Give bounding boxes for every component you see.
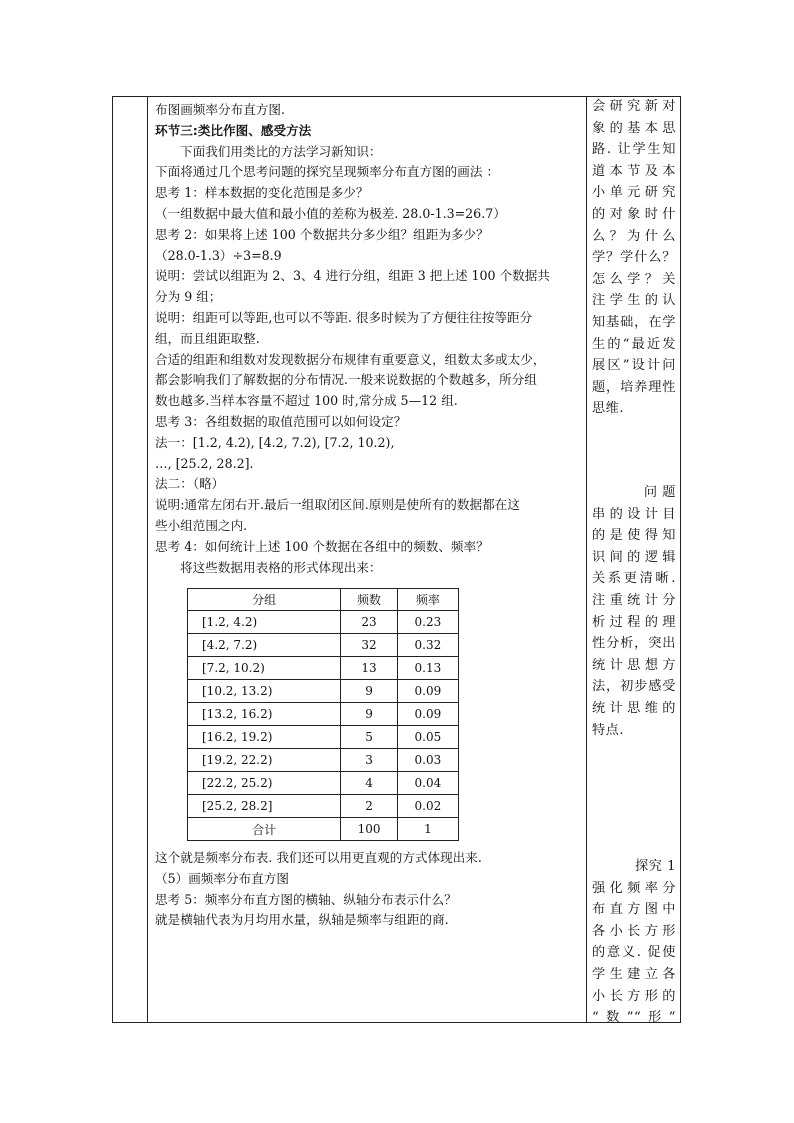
question-3: 思考 3：各组数据的取值范围可以如何设定？ <box>155 413 407 429</box>
table-total-row <box>188 818 459 841</box>
table-cell: 0.03 <box>397 749 458 772</box>
text-line: 将这些数据用表格的形式体现出来： <box>180 559 382 575</box>
table-cell: [1.2, 4.2) <box>188 611 341 634</box>
table-cell: [4.2, 7.2) <box>188 634 341 657</box>
table-cell: 5 <box>341 726 398 749</box>
note-line: 统计思想方 <box>592 657 676 673</box>
table-cell: 9 <box>341 703 398 726</box>
table-cell: 0.09 <box>397 703 458 726</box>
column-divider-right <box>586 97 587 1022</box>
table-row <box>188 611 459 634</box>
table-cell: 3 <box>341 749 398 772</box>
note-line: 生的“最近发 <box>592 336 676 352</box>
design-note-2 <box>592 482 676 741</box>
table-row <box>188 795 459 818</box>
text-line: （一组数据中最大值和最小值的差称为极差. 28.0-1.3=26.7） <box>155 205 506 221</box>
text-line: 下面将通过几个思考问题的探究呈现频率分布直方图的画法 ： <box>155 164 500 180</box>
question-4: 思考 4：如何统计上述 100 个数据在各组中的频数、频率？ <box>155 538 489 554</box>
text-line: 说明:通常左闭右开.最后一组取闭区间.原则是使所有的数据都在这 <box>155 497 520 513</box>
subsection-heading: （5）画频率分布直方图 <box>155 870 289 886</box>
text-line: 分为 9 组； <box>155 289 222 305</box>
note-line: 么？为什么 <box>592 228 676 244</box>
frequency-table <box>187 588 459 841</box>
note-line: 的意义. 促使 <box>592 945 676 961</box>
note-line: 探究 1 <box>635 859 676 874</box>
column-divider-left <box>147 97 148 1022</box>
table-cell: [13.2, 16.2) <box>188 703 341 726</box>
note-line: 注重统计分 <box>592 592 676 608</box>
design-note-1 <box>592 96 676 420</box>
note-line: “数”“形” <box>592 1010 676 1026</box>
table-cell: 9 <box>341 680 398 703</box>
text-line: 都会影响我们了解数据的分布情况.一般来说数据的个数越多，所分组 <box>155 372 537 388</box>
text-line: 布图画频率分布直方图. <box>155 102 285 117</box>
table-cell: [19.2, 22.2) <box>188 749 341 772</box>
design-note-3 <box>592 856 676 1029</box>
table-row <box>188 657 459 680</box>
note-line: 关系更清晰. <box>592 571 676 587</box>
table-cell: [10.2, 13.2) <box>188 680 341 703</box>
table-row <box>188 749 459 772</box>
note-line: 知基础，在学 <box>592 314 676 330</box>
question-1: 思考 1：样本数据的变化范围是多少？ <box>155 185 369 201</box>
question-2: 思考 2：如果将上述 100 个数据共分多少组？组距为多少？ <box>155 226 489 242</box>
table-cell: 0.04 <box>397 772 458 795</box>
note-line: 会研究新对 <box>592 99 676 114</box>
text-line: 下面我们用类比的方法学习新知识： <box>180 143 382 159</box>
table-header: 频数 <box>341 589 398 611</box>
note-line: 小长方形的 <box>592 988 676 1004</box>
note-line: 识间的逻辑 <box>592 549 676 565</box>
note-line: 特点. <box>592 722 625 738</box>
text-line: 说明：组距可以等距,也可以不等距. 很多时候为了方便往往按等距分 <box>155 309 533 325</box>
table-cell: 32 <box>341 634 398 657</box>
note-line: 象的基本思 <box>592 120 676 136</box>
note-line: 道本节及本 <box>592 163 676 179</box>
text-line: 数也越多.当样本容量不超过 100 时,常分成 5—12 组. <box>155 393 458 409</box>
table-row <box>188 680 459 703</box>
text-line: 法一：[1.2, 4.2), [4.2, 7.2), [7.2, 10.2), <box>155 434 395 450</box>
text-line: 些小组范围之内. <box>155 517 248 533</box>
table-header-row <box>188 589 459 611</box>
note-line: 学生建立各 <box>592 966 676 982</box>
table-cell: 2 <box>341 795 398 818</box>
note-line: 性分析，突出 <box>592 636 676 652</box>
main-content <box>155 100 585 578</box>
table-cell: 0.13 <box>397 657 458 680</box>
table-cell: 23 <box>341 611 398 634</box>
text-line: 说明：尝试以组距为 2、3、4 进行分组，组距 3 把上述 100 个数据共 <box>155 268 550 284</box>
table-cell: [25.2, 28.2] <box>188 795 341 818</box>
note-line: 统计思维的 <box>592 700 676 716</box>
table-cell: [7.2, 10.2) <box>188 657 341 680</box>
note-line: 怎么学？关 <box>592 271 676 287</box>
note-line: 题，培养理性 <box>592 379 676 395</box>
table-cell: 0.32 <box>397 634 458 657</box>
question-5: 思考 5：频率分布直方图的横轴、纵轴分布表示什么？ <box>155 891 457 907</box>
table-row <box>188 726 459 749</box>
text-line: 组，而且组距取整. <box>155 330 260 346</box>
table-cell: 4 <box>341 772 398 795</box>
note-line: 各小长方形 <box>592 923 676 939</box>
table-cell: [16.2, 19.2) <box>188 726 341 749</box>
note-line: 析过程的理 <box>592 614 676 630</box>
table-row <box>188 634 459 657</box>
table-cell: 13 <box>341 657 398 680</box>
text-line: 这个就是频率分布表. 我们还可以用更直观的方式体现出来. <box>155 850 482 865</box>
note-line: 学？学什么？ <box>592 250 676 266</box>
table-row <box>188 772 459 795</box>
text-line: …, [25.2, 28.2]. <box>155 455 254 471</box>
note-line: 法，初步感受 <box>592 679 676 695</box>
text-line: 合适的组距和组数对发现数据分布规律有重要意义，组数太多或太少， <box>155 351 546 367</box>
table-header: 分组 <box>188 589 341 611</box>
note-line: 强化频率分 <box>592 880 676 896</box>
note-line: 路. 让学生知 <box>592 142 676 158</box>
note-line: 问 题 <box>643 485 676 500</box>
table-cell: [22.2, 25.2) <box>188 772 341 795</box>
text-line: （28.0-1.3）÷3=8.9 <box>155 247 282 263</box>
note-line: 小单元研究 <box>592 185 676 201</box>
table-cell: 0.02 <box>397 795 458 818</box>
table-cell: 0.09 <box>397 680 458 703</box>
table-row <box>188 703 459 726</box>
note-line: 展区”设计问 <box>592 358 676 374</box>
text-line: 就是横轴代表为月均用水量，纵轴是频率与组距的商. <box>155 912 449 928</box>
note-line: 布直方图中 <box>592 902 676 918</box>
note-line: 串的设计目 <box>592 506 676 522</box>
note-line: 思维. <box>592 401 625 417</box>
table-cell: 1 <box>397 818 458 841</box>
table-cell: 0.23 <box>397 611 458 634</box>
table-cell: 100 <box>341 818 398 841</box>
note-line: 注学生的认 <box>592 293 676 309</box>
table-cell: 合计 <box>188 818 341 841</box>
table-cell: 0.05 <box>397 726 458 749</box>
main-content-after-table <box>155 848 585 931</box>
note-line: 的对象时什 <box>592 206 676 222</box>
text-line: 法二：（略） <box>155 476 225 492</box>
table-header: 频率 <box>397 589 458 611</box>
section-heading: 环节三:类比作图、感受方法 <box>155 122 312 138</box>
note-line: 的是使得知 <box>592 528 676 544</box>
